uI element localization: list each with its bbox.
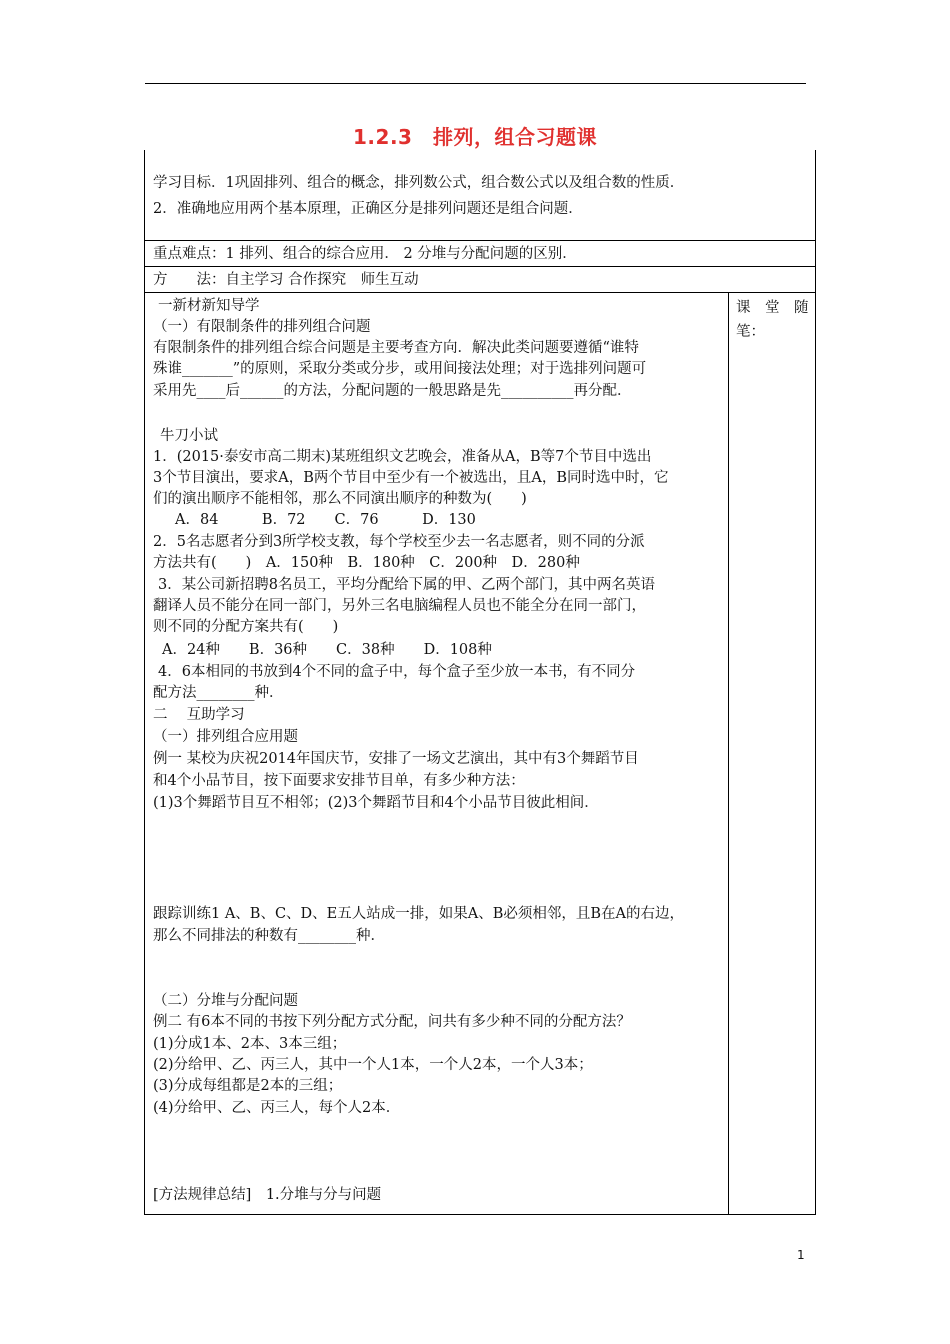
paragraph-line: 有限制条件的排列组合综合问题是主要考查方向．解决此类问题要遵循“谁特 [153, 340, 639, 356]
notes-label-line-1: 课 堂 随 [736, 300, 809, 316]
table-row-divider [144, 266, 816, 267]
question-3-line: 则不同的分配方案共有( ) [153, 619, 339, 635]
example-2-item: (2)分给甲、乙、丙三人，其中一个人1本，一个人2本，一个人3本； [153, 1057, 593, 1073]
question-3-line: 翻译人员不能分在同一部门，另外三名电脑编程人员也不能全分在同一部门， [153, 598, 646, 614]
table-row-divider [144, 292, 816, 293]
header-rule [145, 83, 806, 84]
notes-column-label [736, 296, 808, 344]
example-1-line: 例一 某校为庆祝2014年国庆节，安排了一场文艺演出，其中有3个舞蹈节目 [153, 751, 639, 767]
learning-goals-line-2: 2．准确地应用两个基本原理，正确区分是排列问题还是组合问题． [153, 201, 583, 217]
paragraph-line: 采用先____后______的方法，分配问题的一般思路是先__________再分配． [153, 383, 632, 399]
question-4-line: 配方法________种． [153, 685, 284, 701]
subsection-heading: （一）排列组合应用题 [153, 729, 298, 745]
method-summary: [方法规律总结] 1.分堆与分与问题 [153, 1187, 382, 1203]
page-title: 1.2.3 排列，组合习题课 [353, 125, 597, 149]
example-2-item: (4)分给甲、乙、丙三人，每个人2本． [153, 1100, 401, 1116]
example-1-line: (1)3个舞蹈节目互不相邻；(2)3个舞蹈节目和4个小品节目彼此相间． [153, 795, 599, 811]
question-3-options: A．24种 B．36种 C．38种 D．108种 [162, 642, 492, 658]
learning-goals-line-1: 学习目标．1巩固排列、组合的概念，排列数公式，组合数公式以及组合数的性质． [153, 175, 685, 191]
example-1-line: 和4个小品节目，按下面要求安排节目单，有多少种方法： [153, 773, 525, 789]
example-2-line: 例二 有6本不同的书按下列分配方式分配，问共有多少种不同的分配方法？ [153, 1014, 631, 1030]
question-1-options: A．84 B．72 C．76 D．130 [175, 512, 476, 528]
question-2-line: 2．5名志愿者分到3所学校支教，每个学校至少去一名志愿者，则不同的分派 [153, 534, 645, 550]
section-heading: 二 互助学习 [153, 707, 245, 723]
example-2-item: (3)分成每组都是2本的三组； [153, 1078, 343, 1094]
question-4-line: 4．6本相同的书放到4个不同的盒子中，每个盒子至少放一本书，有不同分 [158, 664, 636, 680]
study-method: 方 法：自主学习 合作探究 师生互动 [153, 272, 419, 288]
question-3-line: 3．某公司新招聘8名员工，平均分配给下属的甲、乙两个部门，其中两名英语 [158, 577, 655, 593]
question-1-line: 3个节目演出，要求A，B两个节目中至少有一个被选出，且A，B同时选中时，它 [153, 470, 669, 486]
exercise-1-line: 跟踪训练1 A、B、C、D、E五人站成一排，如果A、B必须相邻，且B在A的右边， [153, 906, 685, 922]
notes-column-divider [728, 292, 729, 1214]
key-points: 重点难点：1 排列、组合的综合应用． 2 分堆与分配问题的区别． [153, 246, 577, 262]
question-1-line: 们的演出顺序不能相邻，那么不同演出顺序的种数为( ) [153, 491, 527, 507]
practice-heading: 牛刀小试 [160, 428, 218, 444]
question-1-line: 1．(2015·泰安市高二期末)某班组织文艺晚会，准备从A，B等7个节目中选出 [153, 449, 652, 465]
question-2-line: 方法共有( ) A．150种 B．180种 C．200种 D．280种 [153, 555, 580, 571]
notes-label-line-2: 笔： [736, 324, 765, 340]
table-bottom-border [144, 1214, 816, 1215]
page-number: 1 [797, 1248, 805, 1262]
example-2-item: (1)分成1本、2本、3本三组； [153, 1036, 347, 1052]
table-row-divider [144, 240, 816, 241]
subsection-heading: （一）有限制条件的排列组合问题 [153, 319, 371, 335]
paragraph-line: 殊谁_______”的原则，采取分类或分步，或用间接法处理；对于选排列问题可 [153, 361, 647, 377]
subsection-heading: （二）分堆与分配问题 [153, 993, 298, 1009]
section-heading: 一新材新知导学 [158, 298, 260, 314]
exercise-1-line: 那么不同排法的种数有________种． [153, 928, 385, 944]
